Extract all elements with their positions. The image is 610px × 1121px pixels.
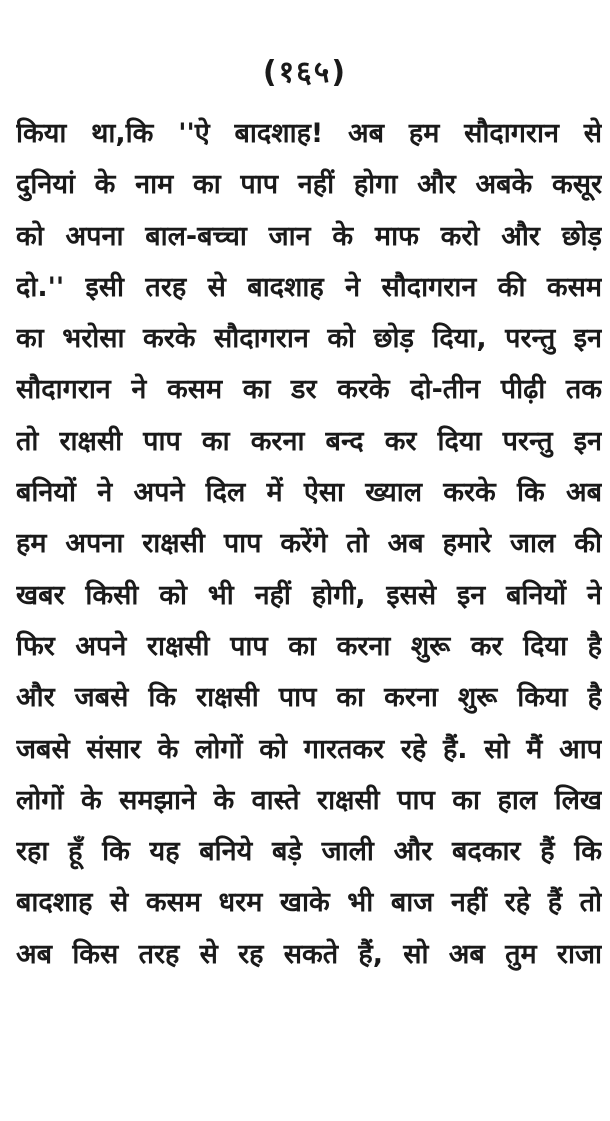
- text-line: सौदागरान ने कसम का डर करके दो-तीन पीढ़ी तक: [16, 374, 602, 406]
- text-line: का भरोसा करके सौदागरान को छोड़ दिया, परन्तु इन: [16, 323, 602, 355]
- text-line: अब किस तरह से रह सकते हैं, सो अब तुम राजा: [16, 938, 602, 970]
- text-line: बादशाह से कसम धरम खाके भी बाज नहीं रहे हैं तो: [16, 887, 602, 919]
- text-line: और जबसे कि राक्षसी पाप का करना शुरू किया है: [16, 682, 602, 714]
- text-line: हम अपना राक्षसी पाप करेंगे तो अब हमारे जाल की: [16, 528, 602, 560]
- text-line: को अपना बाल-बच्चा जान के माफ करो और छोड़: [16, 220, 602, 252]
- text-line: दुनियां के नाम का पाप नहीं होगा और अबके कसूर: [16, 169, 602, 201]
- page-number: (१६५): [262, 55, 348, 90]
- text-line: जबसे संसार के लोगों को गारतकर रहे हैं. सो मैं आप: [16, 733, 602, 765]
- text-line: किया था,कि ''ऐ बादशाह! अब हम सौदागरान से: [16, 118, 602, 149]
- text-line: बनियों ने अपने दिल में ऐसा ख्याल करके कि अब: [16, 477, 602, 509]
- text-line: रहा हूँ कि यह बनिये बड़े जाली और बदकार हैं कि: [16, 836, 602, 868]
- text-line: दो.'' इसी तरह से बादशाह ने सौदागरान की कसम: [16, 271, 602, 303]
- text-line: तो राक्षसी पाप का करना बन्द कर दिया परन्तु इन: [16, 425, 602, 457]
- text-line: लोगों के समझाने के वास्ते राक्षसी पाप का हाल लिख: [16, 784, 602, 816]
- text-line: फिर अपने राक्षसी पाप का करना शुरू कर दिया है: [16, 630, 602, 662]
- body-text: [16, 108, 602, 980]
- text-line: खबर किसी को भी नहीं होगी, इससे इन बनियों ने: [16, 579, 602, 611]
